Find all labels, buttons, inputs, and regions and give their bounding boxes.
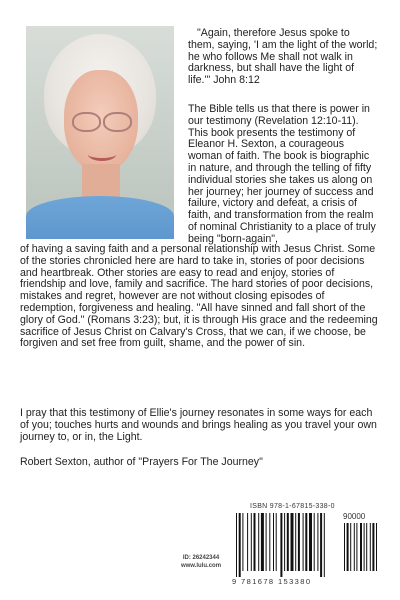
barcode-bar: [242, 513, 243, 571]
publisher-label: [176, 554, 226, 570]
barcode-bar: [247, 513, 248, 571]
addon-bar: [354, 523, 355, 571]
barcode-bar: [261, 513, 264, 571]
barcode-bar: [273, 513, 274, 571]
description-paragraph-continued: of having a saving faith and a personal relationship with Jesus Christ. Some of the stories chronicled here are hard to take in, stories of poor decisions and heartbreak. Other stories are easy to read and enjoy, stories of friendship and love, family and sacrifice. The hard stories of poor decisions, mistakes and regret, however are not without closing episodes of redemption, forgiveness and healing. "All have sinned and fall short of the glory of God." (Romans 3:23); but, it is through His grace and the redeeming sacrifice of Jesus Christ on Calvary's Cross, that we can, if we choose, be forgiven and set free from guilt, shame, and the power of sin.: [20, 243, 378, 350]
barcode-bar: [258, 513, 259, 571]
barcode-bar: [314, 513, 315, 571]
photo-glasses-right: [103, 112, 132, 132]
addon-bar: [350, 523, 351, 571]
barcode-bar: [309, 513, 312, 571]
addon-bar: [347, 523, 349, 571]
barcode-bar: [276, 513, 277, 571]
barcode-bar: [298, 513, 300, 571]
addon-bar: [364, 523, 365, 571]
author-photo: [26, 26, 174, 239]
barcode-bar: [303, 513, 304, 571]
photo-neck: [82, 164, 120, 200]
barcode-bar: [266, 513, 267, 571]
author-signature: Robert Sexton, author of "Prayers For The Journey": [20, 456, 263, 468]
publisher-url: www.lulu.com: [180, 563, 222, 569]
barcode-bar: [320, 513, 322, 577]
barcode-graphic: [232, 513, 382, 577]
addon-bar: [376, 523, 377, 571]
barcode-bar: [251, 513, 252, 571]
barcode-block: [232, 503, 382, 588]
publisher-id: ID: 26242344: [182, 555, 220, 561]
description-paragraph-start: The Bible tells us that there is power in our testimony (Revelation 12:10-11). This book presents the testimony of Eleanor H. Sexton, a courageous woman of faith. The book is biographic in nature, and through the telling of fifty individual stories she takes us along on her journey; her journey of success and failure, victory and defeat, a crisis of faith, and transformation from the realm of nominal Christianity to a place of truly being "born-again",: [188, 103, 376, 245]
barcode-bar: [236, 513, 237, 577]
barcode-digits: 9 781678 153380: [232, 577, 312, 586]
addon-bar: [360, 523, 362, 571]
barcode-bar: [317, 513, 318, 571]
price-code: 90000: [343, 512, 366, 521]
photo-glasses-left: [72, 112, 101, 132]
addon-bar: [356, 523, 357, 571]
addon-bar: [372, 523, 374, 571]
photo-smile: [88, 148, 116, 161]
addon-bar: [344, 523, 345, 571]
barcode-bar: [295, 513, 296, 571]
isbn-label: ISBN 978-1-67815-338-0: [250, 503, 335, 510]
photo-shirt: [26, 196, 174, 239]
barcode-bar: [287, 513, 289, 571]
scripture-quote: "Again, therefore Jesus spoke to them, saying, 'I am the light of the world; he who follows Me shall not walk in darkness, but shall have the light of life.'" John 8:12: [188, 27, 378, 87]
barcode-bar: [280, 513, 282, 577]
barcode-bar: [291, 513, 294, 571]
prayer-paragraph: I pray that this testimony of Ellie's journey resonates in some ways for each of you; touches hurts and wounds and brings healing as you travel your own journey to, or in, the Light.: [20, 407, 377, 443]
addon-bar: [366, 523, 367, 571]
addon-bar: [370, 523, 371, 571]
barcode-bar: [305, 513, 307, 571]
barcode-bar: [254, 513, 256, 571]
barcode-bar: [269, 513, 270, 571]
barcode-bar: [324, 513, 325, 577]
barcode-bar: [239, 513, 241, 577]
barcode-bar: [284, 513, 285, 571]
